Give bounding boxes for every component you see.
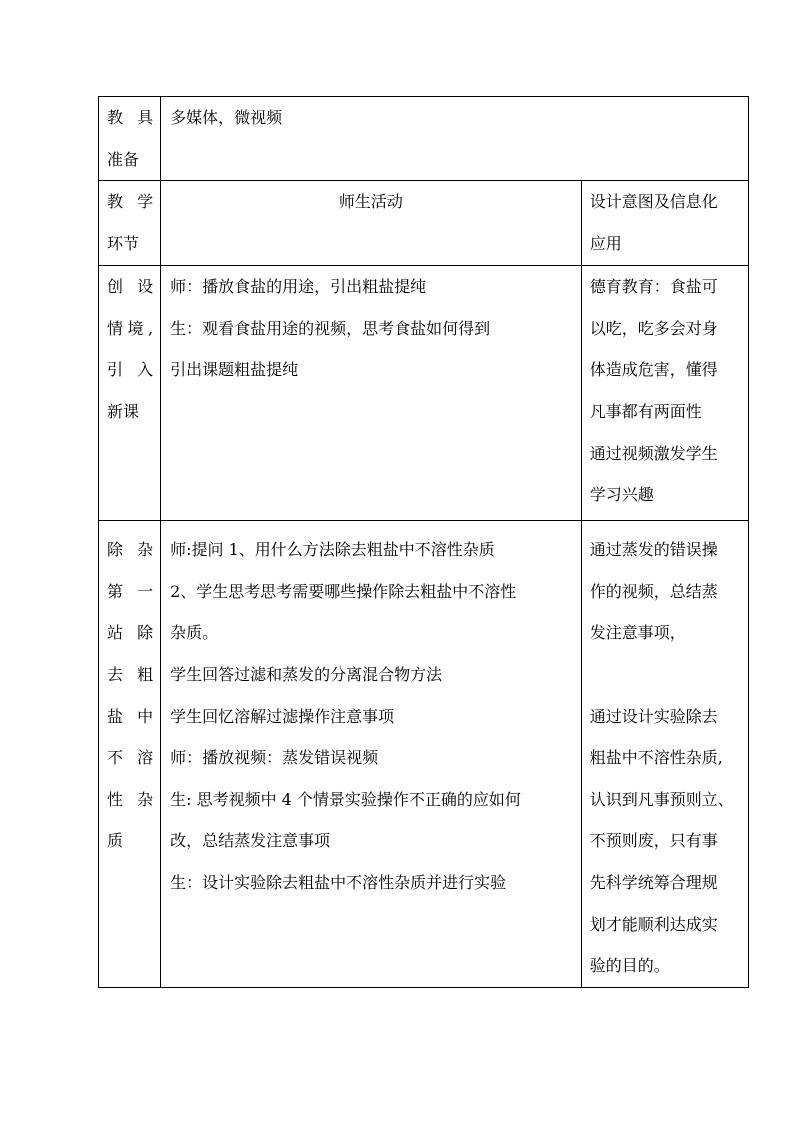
section2-intent-line: 通过蒸发的错误操 [589,540,718,560]
section2-intent-line: 不预则废，只有事 [589,831,718,851]
section1-label-cell [99,266,161,521]
teaching-aids-content: 多媒体，微视频 [170,108,283,127]
section1-label-line: 新课 [107,401,140,421]
table-row-section-1 [99,266,749,521]
header-stage-line-2: 环节 [107,233,140,253]
header-activity-title: 师生活动 [338,192,403,212]
section1-intent-line: 体造成危害，懂得 [589,360,718,380]
section2-label-line: 性 杂 [107,789,154,809]
teaching-aids-label-cell [99,97,161,181]
section2-intent-line: 验的目的。 [589,956,670,976]
header-stage-cell [99,181,161,266]
section2-activity-line: 学生回答过滤和蒸发的分离混合物方法 [170,664,443,684]
section2-intent-line: 作的视频，总结蒸 [589,581,718,601]
table-row-section-2 [99,521,749,988]
section2-intent-cell [581,521,748,988]
section2-activity-line: 师:提问 1、用什么方法除去粗盐中不溶性杂质 [170,540,495,560]
section2-activity-line: 师：播放视频：蒸发错误视频 [170,748,379,768]
section1-label-line: 情境, [107,318,154,338]
teaching-aids-content-cell [161,97,749,181]
table-row-teaching-aids [99,97,749,181]
section2-activity-cell [161,521,582,988]
table-header-row [99,181,749,266]
section2-label-cell [99,521,161,988]
section1-activity-line: 生：观看食盐用途的视频，思考食盐如何得到 [170,318,491,338]
section2-label-line: 去 粗 [107,664,154,684]
section1-label-line: 引 入 [107,360,154,380]
header-intent-cell [581,181,748,266]
section2-intent-spacer [582,654,748,696]
lesson-plan-table [98,96,749,988]
header-intent-line-2: 应用 [589,233,622,253]
section2-activity-line: 生：设计实验除去粗盐中不溶性杂质并进行实验 [170,872,507,892]
section2-intent-line: 先科学统筹合理规 [589,872,718,892]
section1-intent-line: 通过视频激发学生 [589,443,718,463]
section2-label-line: 除 杂 [107,540,154,560]
section2-label-line: 站 除 [107,623,154,643]
header-intent-line-1: 设计意图及信息化 [589,192,718,212]
section2-activity-line: 改，总结蒸发注意事项 [170,831,331,851]
section1-intent-cell [581,266,748,521]
section2-intent-line: 通过设计实验除去 [589,706,718,726]
section2-activity-line: 杂质。 [170,623,219,643]
section1-intent-line: 学习兴趣 [589,485,654,505]
section2-activity-line: 生: 思考视频中 4 个情景实验操作不正确的应如何 [170,789,521,809]
section1-activity-cell [161,266,582,521]
header-stage-line-1: 教 学 [107,192,154,212]
section2-intent-line: 发注意事项， [589,623,686,643]
header-activity-cell [161,181,582,266]
section2-label-line: 第 一 [107,581,154,601]
section2-label-line: 不 溶 [107,748,154,768]
section2-intent-line: 划才能顺利达成实 [589,914,718,934]
section1-intent-line: 以吃，吃多会对身 [589,318,718,338]
section1-intent-line: 德育教育：食盐可 [589,277,718,297]
section1-activity-line: 引出课题粗盐提纯 [170,360,299,380]
teaching-aids-label-line-1: 教 具 [107,108,154,127]
section1-intent-line: 凡事都有两面性 [589,401,702,421]
section1-label-line: 创 设 [107,277,154,297]
teaching-aids-label-line-2: 准备 [107,149,140,169]
section2-activity-line: 学生回忆溶解过滤操作注意事项 [170,706,395,726]
section2-label-line: 盐 中 [107,706,154,726]
section2-label-line: 质 [107,831,124,851]
section1-activity-line: 师：播放食盐的用途，引出粗盐提纯 [170,277,427,297]
section2-intent-line: 粗盐中不溶性杂质, [589,748,723,768]
section2-activity-line: 2、学生思考思考需要哪些操作除去粗盐中不溶性 [170,581,517,601]
section2-intent-line: 认识到凡事预则立、 [589,789,734,809]
